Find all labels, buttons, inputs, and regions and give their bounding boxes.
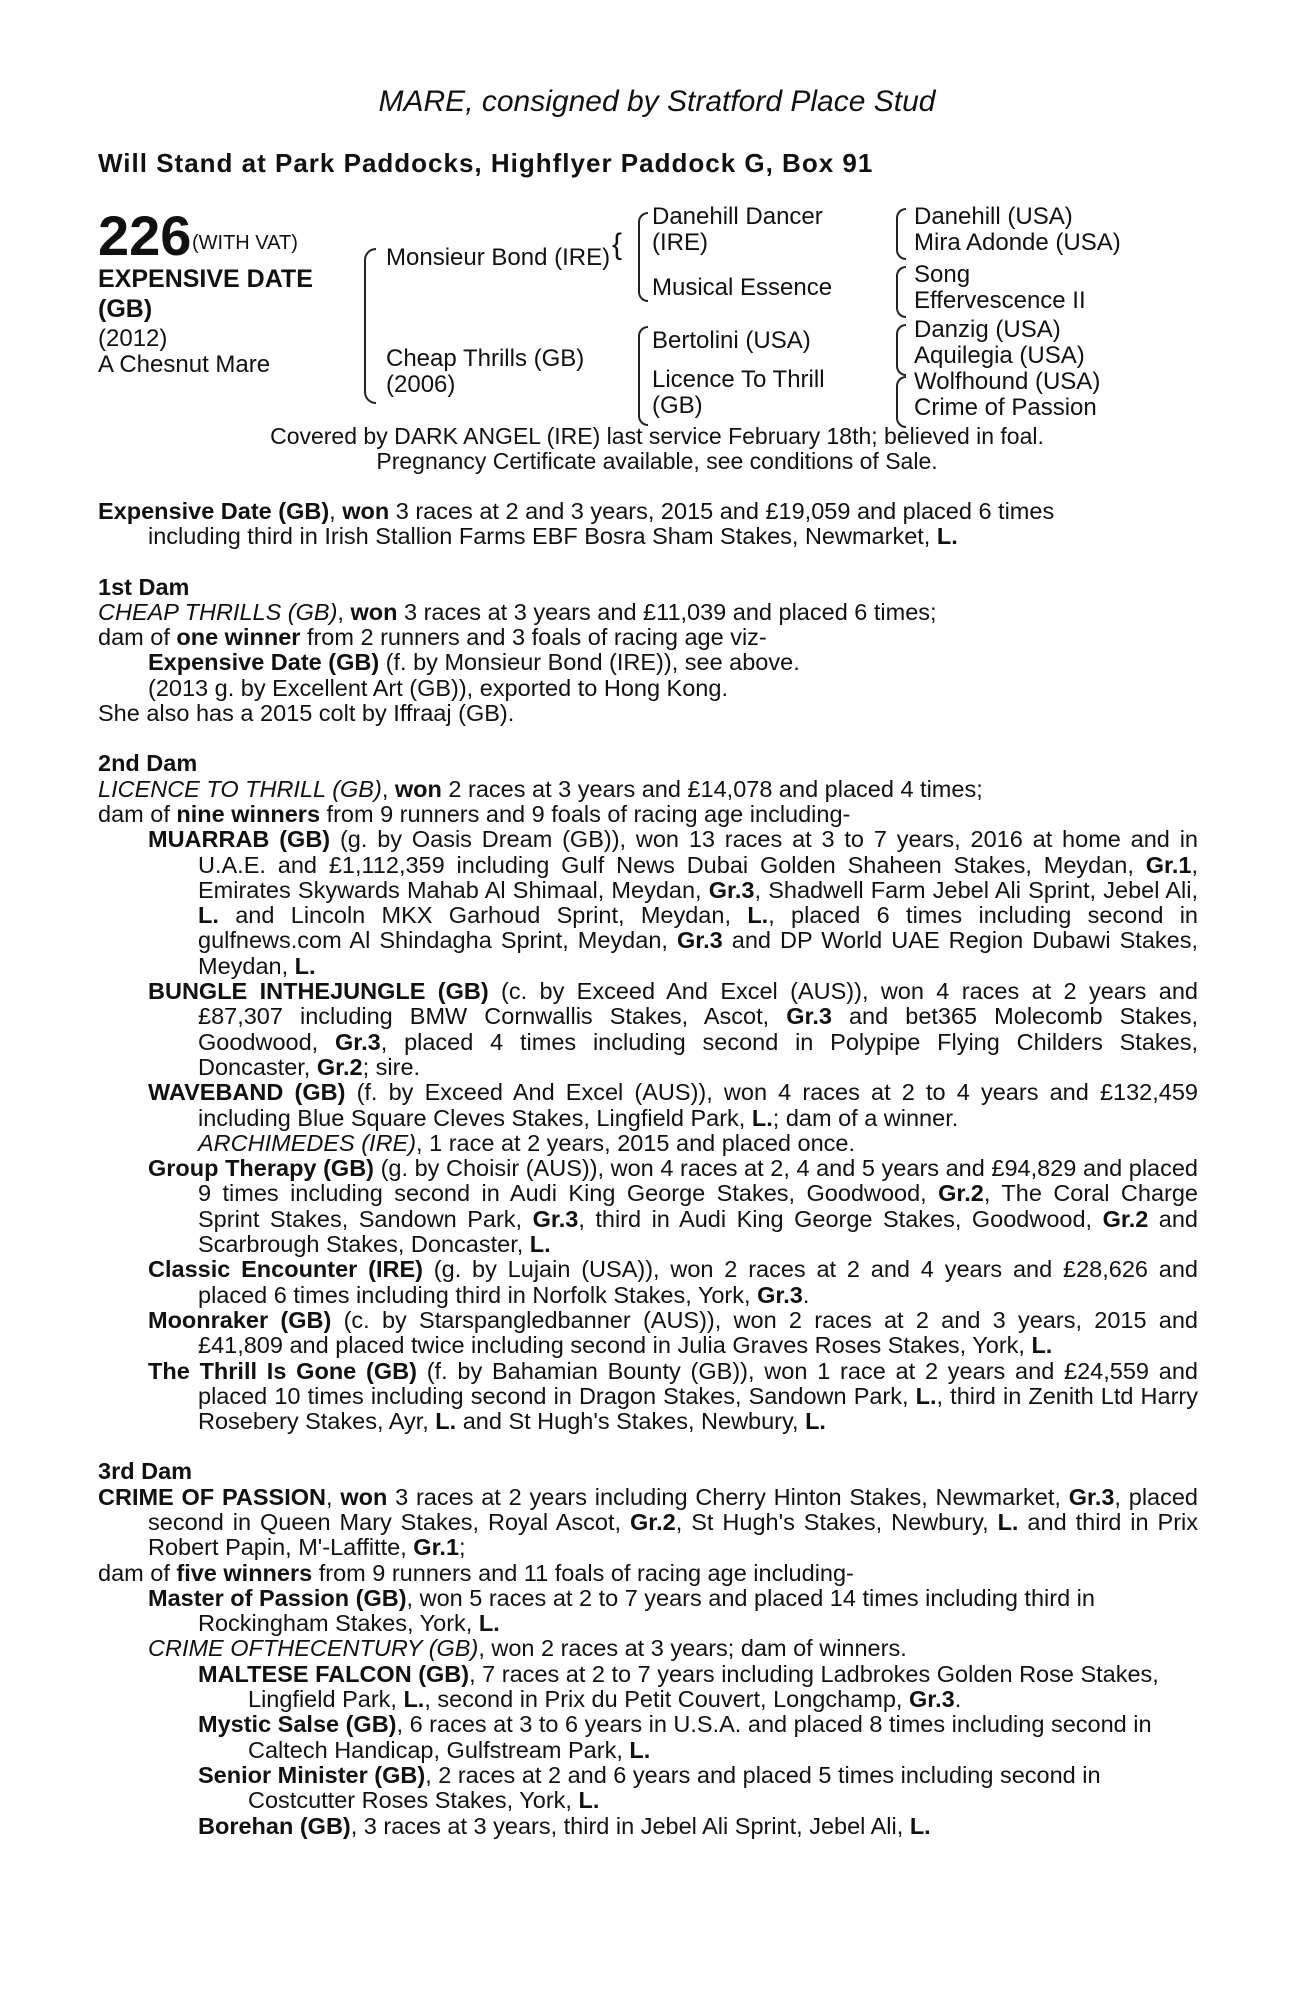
progeny-waveband: WAVEBAND (GB) (f. by Exceed And Excel (AUS)), won 4 races at 2 to 4 years and £132,459 including Blue Square Cleves Stakes, Lingfield Park, L.; dam of a winner. [148,1079,1198,1131]
intro-horse-name: Expensive Date (GB) [98,498,330,524]
progeny-mystic-salse: Mystic Salse (GB), 6 races at 3 to 6 years in U.S.A. and placed 8 times including second in Caltech Handicap, Gulfstream Park, L. [198,1711,1152,1763]
pedigree-brace-g3-1 [896,208,906,260]
consignor-title: MARE, consigned by Stratford Place Stud [378,85,936,118]
vat-note: (WITH VAT) [192,232,298,254]
pedigree-brace-g3-3 [896,324,906,376]
pedigree-brace-sire [638,212,648,302]
second-dam-heading: 2nd Dam [98,750,198,777]
horse-name-line1: EXPENSIVE DATE [98,265,313,293]
pedigree-sdd: Effervescence II [914,287,1086,314]
progeny-muarrab: MUARRAB (GB) (g. by Oasis Dream (GB)), won 13 races at 3 to 7 years, 2016 at home and in U.A.E. and £1,112,359 including Gulf News Dubai Golden Shaheen Stakes, Meydan, Gr.1, Emirates Skywards Mahab Al Shimaal, Meydan, Gr.3, Shadwell Farm Jebel Ali Sprint, Jebel Ali, L. and Lincoln MKX Garhoud Sprint, Meydan, L., placed 6 times including second in gulfnews.com Al Shindagha Sprint, Meydan, Gr.3 and DP World UAE Region Dubawi Stakes, Meydan, L. [148,826,1199,979]
horse-description: A Chesnut Mare [98,351,271,378]
pedigree-ddd: Crime of Passion [914,394,1097,421]
covered-note: Covered by DARK ANGEL (IRE) last service February 18th; believed in foal. [270,423,1044,449]
pregnancy-note: Pregnancy Certificate available, see conditions of Sale. [376,448,938,474]
horse-year: (2012) [98,325,168,352]
horse-name [98,264,358,324]
progeny-group-therapy: Group Therapy (GB) (g. by Choisir (AUS)), won 4 races at 2, 4 and 5 years and £94,829 and placed 9 times including second in Audi King George Stakes, Goodwood, Gr.2, The Coral Charge Sprint Stakes, Sandown Park, Gr.3, third in Audi King George Stakes, Goodwood, Gr.2 and Scarbrough Stakes, Doncaster, L. [148,1155,1199,1258]
catalogue-body [98,499,1198,1839]
pedigree-dam-dam-line2: (GB) [652,392,703,419]
pedigree-sire: Monsieur Bond (IRE) [386,244,611,271]
pedigree-brace-g3-2 [896,266,906,318]
pedigree-brace-gen1 [364,248,376,404]
pedigree-dam-dam-line1: Licence To Thrill [652,366,825,393]
pedigree-brace-sire-tip: { [612,228,623,261]
progeny-bungle: BUNGLE INTHEJUNGLE (GB) (c. by Exceed And Excel (AUS)), won 4 races at 2 years and £87,307 including BMW Cornwallis Stakes, Ascot, Gr.3 and bet365 Molecomb Stakes, Goodwood, Gr.3, placed 4 times including second in Polypipe Flying Childers Stakes, Doncaster, Gr.2; sire. [148,978,1198,1080]
pedigree-sire-dam: Musical Essence [652,274,833,301]
pedigree-ssd: Mira Adonde (USA) [914,229,1121,256]
third-dam-heading: 3rd Dam [98,1458,193,1485]
progeny-classic-encounter: Classic Encounter (IRE) (g. by Lujain (USA)), won 2 races at 2 and 4 years and £28,626 and placed 6 times including third in Norfolk Stakes, York, Gr.3. [148,1256,1198,1308]
progeny-borehan: Borehan (GB), 3 races at 3 years, third in Jebel Ali Sprint, Jebel Ali, L. [198,1812,931,1839]
horse-name-line2: (GB) [98,295,153,323]
pedigree-brace-dam [638,326,648,426]
stand-location: Will Stand at Park Paddocks, Highflyer Paddock G, Box 91 [98,148,874,178]
pedigree-dam-line2: (2006) [386,371,456,398]
first-dam-progeny-1: Expensive Date (GB) (f. by Monsieur Bond (IRE)), see above. [148,649,800,676]
pedigree-dam-sire: Bertolini (USA) [652,327,811,354]
pedigree-dds: Wolfhound (USA) [914,368,1101,395]
intro-paragraph: Expensive Date (GB), won 3 races at 2 and 3 years, 2015 and £19,059 and placed 6 times including third in Irish Stallion Farms EBF Bosra Sham Stakes, Newmarket, L. [98,498,1055,550]
pedigree-sire-sire-line2: (IRE) [652,229,708,256]
progeny-thrill-is-gone: The Thrill Is Gone (GB) (f. by Bahamian Bounty (GB)), won 1 race at 2 years and £24,559 and placed 10 times including second in Dragon Stakes, Sandown Park, L., third in Zenith Ltd Harry Rosebery Stakes, Ayr, L. and St Hugh's Stakes, Newbury, L. [148,1357,1198,1435]
pedigree-brace-g3-4 [896,376,906,428]
progeny-maltese-falcon: MALTESE FALCON (GB), 7 races at 2 to 7 years including Ladbrokes Golden Rose Stakes, Lingfield Park, L., second in Prix du Petit Couvert, Longchamp, Gr.3. [198,1660,1159,1713]
pedigree-sire-sire-line1: Danehill Dancer [652,203,823,230]
progeny-crime-of-the-century: CRIME OFTHECENTURY (GB), won 2 races at 3 years; dam of winners. [148,1635,907,1662]
third-dam-dam-of: dam of five winners from 9 runners and 11 foals of racing age including- [98,1559,854,1586]
progeny-archimedes: ARCHIMEDES (IRE), 1 race at 2 years, 2015 and placed once. [198,1129,856,1156]
first-dam-heading: 1st Dam [98,573,190,600]
first-dam-also: She also has a 2015 colt by Iffraaj (GB). [98,700,515,727]
first-dam-line1: CHEAP THRILLS (GB), won 3 races at 3 years and £11,039 and placed 6 times; [98,598,937,625]
pedigree-sds: Song [914,261,971,288]
second-dam-line1: LICENCE TO THRILL (GB), won 2 races at 3 years and £14,078 and placed 4 times; [98,775,983,802]
pedigree-sss: Danehill (USA) [914,203,1073,230]
progeny-senior-minister: Senior Minister (GB), 2 races at 2 and 6 years and placed 5 times including second in Costcutter Roses Stakes, York, L. [198,1761,1101,1814]
pedigree-dam-line1: Cheap Thrills (GB) [386,345,585,372]
progeny-moonraker: Moonraker (GB) (c. by Starspangledbanner (AUS)), won 2 races at 2 and 3 years, 2015 and £41,809 and placed twice including second in Julia Graves Roses Stakes, York, L. [148,1306,1198,1359]
first-dam-line2: dam of one winner from 2 runners and 3 foals of racing age viz- [98,624,767,651]
lot-number: 226 [98,204,192,267]
progeny-master-of-passion: Master of Passion (GB), won 5 races at 2 to 7 years and placed 14 times including third in Rockingham Stakes, York, L. [148,1584,1095,1637]
first-dam-progeny-2: (2013 g. by Excellent Art (GB)), exported to Hong Kong. [148,674,728,701]
third-dam-record: CRIME OF PASSION, won 3 races at 2 years including Cherry Hinton Stakes, Newmarket, Gr.3, placed second in Queen Mary Stakes, Royal Ascot, Gr.2, St Hugh's Stakes, Newbury, L. and third in Prix Robert Papin, M'-Laffitte, Gr.1; [98,1483,1198,1561]
pedigree-dsd: Aquilegia (USA) [914,342,1085,369]
pedigree-dss: Danzig (USA) [914,316,1061,343]
second-dam-line2: dam of nine winners from 9 runners and 9 foals of racing age including- [98,800,851,827]
